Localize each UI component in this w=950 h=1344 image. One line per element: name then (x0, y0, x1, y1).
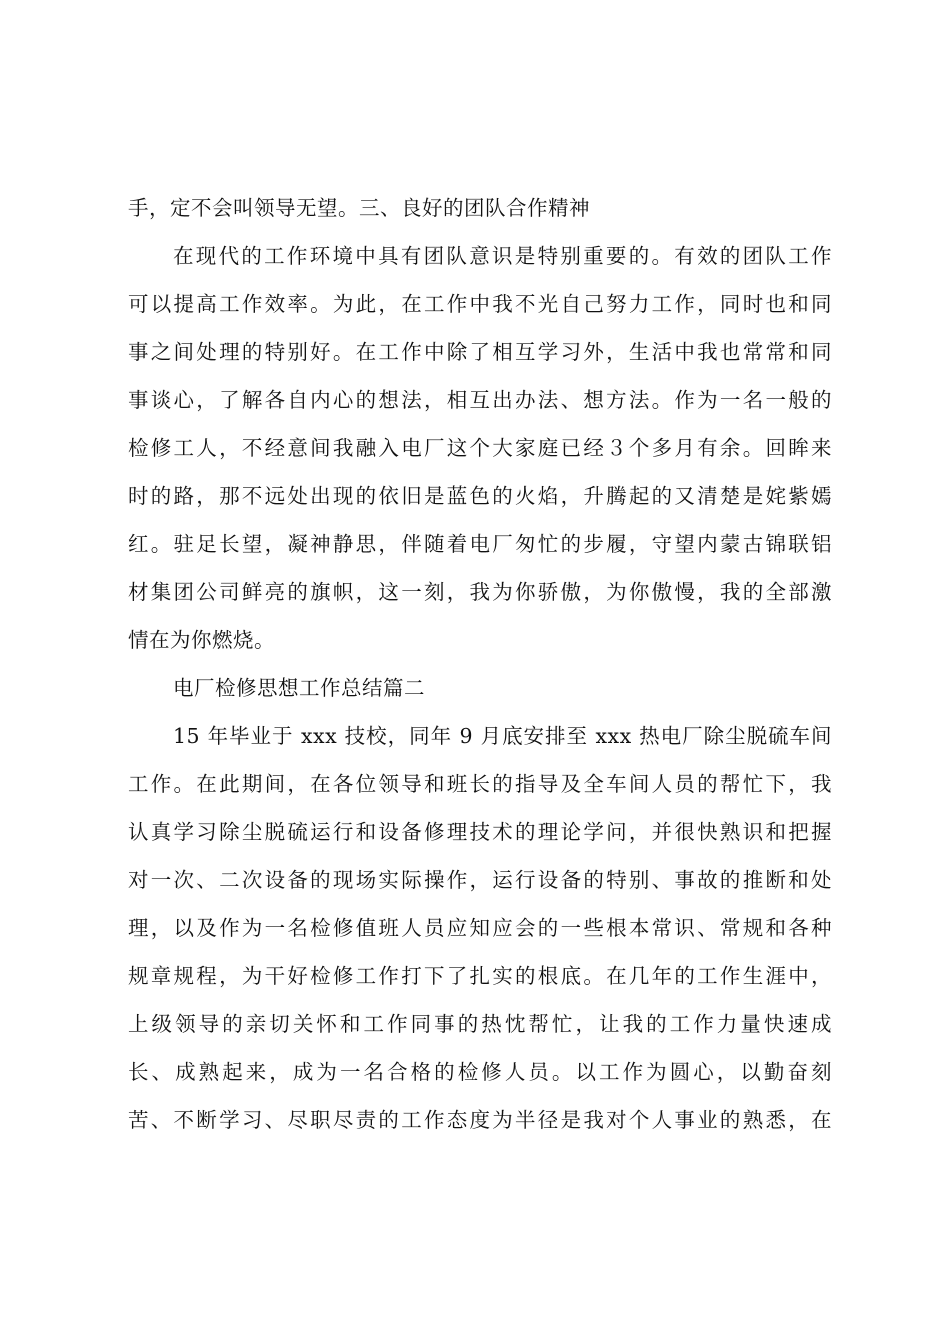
text-line: 长、成熟起来，成为一名合格的检修人员。以工作为圆心，以勤奋刻 (128, 1060, 832, 1084)
text-line: 检修工人，不经意间我融入电厂这个大家庭已经３个多月有余。回眸来 (128, 436, 832, 460)
text-line: 材集团公司鲜亮的旗帜，这一刻，我为你骄傲，为你傲慢，我的全部激 (128, 580, 832, 604)
text-line: 可以提高工作效率。为此，在工作中我不光自己努力工作，同时也和同 (128, 292, 832, 316)
text-line: 认真学习除尘脱硫运行和设备修理技术的理论学问，并很快熟识和把握 (128, 820, 832, 844)
text-line: 手，定不会叫领导无望。三、良好的团队合作精神 (128, 196, 590, 220)
text-line: 对一次、二次设备的现场实际操作，运行设备的特别、事故的推断和处 (128, 868, 832, 892)
text-line: 红。驻足长望，凝神静思，伴随着电厂匆忙的步履，守望内蒙古锦联铝 (128, 532, 832, 556)
text-line: 事谈心，了解各自内心的想法，相互出办法、想方法。作为一名一般的 (128, 388, 832, 412)
text-line: 规章规程，为干好检修工作打下了扎实的根底。在几年的工作生涯中， (128, 964, 832, 988)
text-line: 工作。在此期间，在各位领导和班长的指导及全车间人员的帮忙下，我 (128, 772, 832, 796)
paragraph-start: 在现代的工作环境中具有团队意识是特别重要的。有效的团队工作 (173, 244, 832, 268)
text-line: 事之间处理的特别好。在工作中除了相互学习外，生活中我也常常和同 (128, 340, 832, 364)
text-line: 理，以及作为一名检修值班人员应知应会的一些根本常识、常规和各种 (128, 916, 832, 940)
section-heading: 电厂检修思想工作总结篇二 (173, 676, 425, 700)
paragraph-start: 15 年毕业于 xxx 技校，同年 9 月底安排至 xxx 热电厂除尘脱硫车间 (173, 724, 832, 748)
text-line: 时的路，那不远处出现的依旧是蓝色的火焰，升腾起的又清楚是姹紫嫣 (128, 484, 832, 508)
text-line: 苦、不断学习、尽职尽责的工作态度为半径是我对个人事业的熟悉，在 (128, 1108, 832, 1132)
text-line: 上级领导的亲切关怀和工作同事的热忱帮忙，让我的工作力量快速成 (128, 1012, 832, 1036)
text-line: 情在为你燃烧。 (128, 628, 275, 652)
